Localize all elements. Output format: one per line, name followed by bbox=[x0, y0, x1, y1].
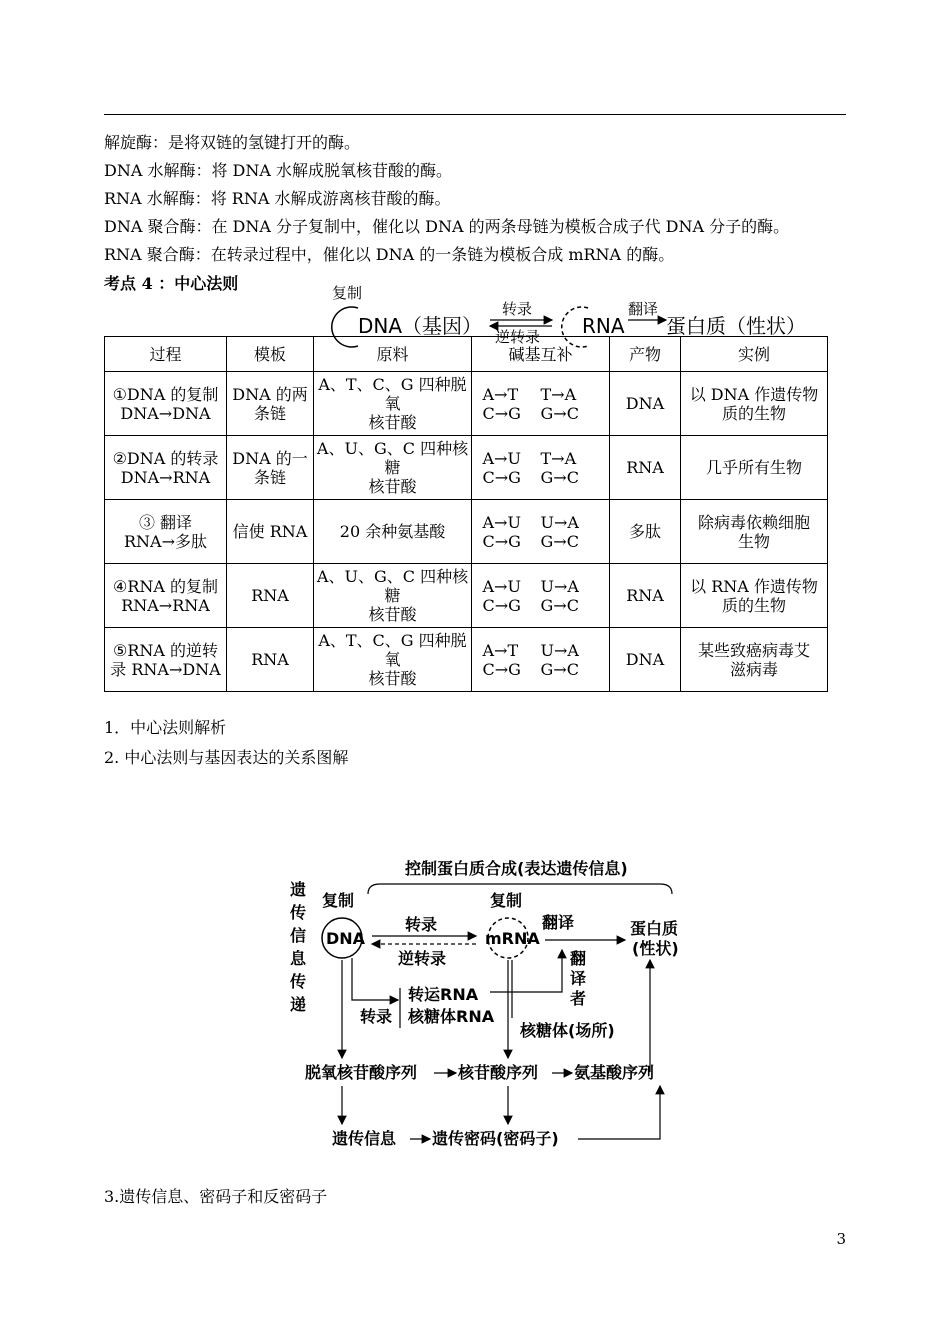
figure-transcribe-label: 转录 bbox=[405, 915, 438, 934]
figure-protein-label: 蛋白质 bbox=[630, 919, 679, 938]
base-pair: G→C bbox=[540, 659, 579, 679]
figure-side-char: 递 bbox=[290, 995, 307, 1014]
table-row bbox=[105, 372, 828, 436]
process-direction: RNA→多肽 bbox=[123, 531, 207, 551]
figure-side-char: 信 bbox=[290, 926, 307, 945]
base-pair: C→G bbox=[482, 595, 521, 615]
base-pair-cell bbox=[472, 564, 610, 628]
figure-top-label: 控制蛋白质合成(表达遗传信息) bbox=[405, 859, 628, 878]
dogma-dna-label: DNA（基因） bbox=[358, 314, 483, 338]
enzyme-dna-polymerase: DNA 聚合酶：在 DNA 分子复制中，催化以 DNA 的两条母链为模板合成子代 DNA 分子的酶。 bbox=[104, 217, 790, 236]
material-text: 核苷酸 bbox=[368, 669, 417, 688]
table-row bbox=[105, 436, 828, 500]
example-text: 几乎所有生物 bbox=[705, 458, 802, 477]
material-text: A、U、G、C 四种核糖 bbox=[316, 567, 469, 605]
figure-trait-label: (性状) bbox=[632, 939, 679, 958]
product-cell: DNA bbox=[610, 372, 681, 436]
example-text: 以 DNA 作遗传物 bbox=[689, 384, 819, 404]
figure-replicate-label-2: 复制 bbox=[490, 891, 523, 910]
template-cell bbox=[227, 628, 314, 692]
dogma-replicate-label: 复制 bbox=[332, 284, 363, 302]
material-text: 核苷酸 bbox=[368, 605, 417, 624]
template-text: RNA bbox=[251, 586, 289, 605]
process-name: ④RNA 的复制 bbox=[112, 576, 219, 596]
base-pair: G→C bbox=[540, 595, 579, 615]
figure-side-char: 传 bbox=[290, 972, 307, 991]
example-text: 滋病毒 bbox=[729, 659, 778, 679]
figure-dna-label: DNA bbox=[326, 929, 366, 948]
template-cell bbox=[227, 500, 314, 564]
material-cell bbox=[314, 436, 472, 500]
material-cell bbox=[314, 500, 472, 564]
example-text: 质的生物 bbox=[721, 595, 786, 615]
example-cell bbox=[681, 628, 828, 692]
figure-trna-label: 转运RNA bbox=[408, 985, 479, 1004]
process-name: ⑤RNA 的逆转 bbox=[112, 640, 219, 660]
header-rule bbox=[104, 114, 846, 115]
process-direction: RNA→RNA bbox=[121, 595, 210, 615]
base-pair: C→G bbox=[482, 403, 521, 423]
process-name: ①DNA 的复制 bbox=[112, 384, 219, 404]
table-header: 原料 bbox=[314, 337, 472, 372]
process-cell bbox=[105, 628, 227, 692]
base-pair: G→C bbox=[540, 467, 579, 487]
example-cell bbox=[681, 500, 828, 564]
example-cell bbox=[681, 436, 828, 500]
figure-translator-char: 者 bbox=[570, 989, 587, 1008]
base-pair: C→G bbox=[482, 531, 521, 551]
process-cell bbox=[105, 564, 227, 628]
dogma-rna-label: RNA bbox=[582, 314, 625, 338]
figure-info-label: 遗传信息 bbox=[332, 1129, 397, 1148]
process-direction: DNA→DNA bbox=[120, 403, 211, 423]
example-cell bbox=[681, 372, 828, 436]
dogma-translate-label: 翻译 bbox=[628, 300, 659, 318]
figure-side-char: 息 bbox=[290, 949, 307, 968]
figure-replicate-label: 复制 bbox=[322, 891, 355, 910]
base-pair-cell bbox=[472, 628, 610, 692]
base-pair: U→A bbox=[540, 640, 579, 660]
material-text: A、T、C、G 四种脱氧 bbox=[318, 375, 467, 413]
product-cell: RNA bbox=[610, 564, 681, 628]
product-cell: 多肽 bbox=[610, 500, 681, 564]
base-pair: T→A bbox=[540, 384, 577, 404]
example-text: 生物 bbox=[737, 531, 770, 551]
example-text: 质的生物 bbox=[721, 403, 786, 423]
base-pair-cell bbox=[472, 500, 610, 564]
figure-code-label: 遗传密码(密码子) bbox=[432, 1129, 559, 1148]
template-cell bbox=[227, 436, 314, 500]
enzyme-dnase: DNA 水解酶：将 DNA 水解成脱氧核苷酸的酶。 bbox=[104, 161, 453, 180]
base-pair: A→T bbox=[482, 384, 519, 404]
base-pair: U→A bbox=[540, 512, 579, 532]
table-header: 碱基互补 bbox=[472, 337, 610, 372]
base-pair: A→U bbox=[482, 512, 521, 532]
table-header: 实例 bbox=[681, 337, 828, 372]
base-pair: U→A bbox=[540, 576, 579, 596]
enzyme-rna-polymerase: RNA 聚合酶：在转录过程中，催化以 DNA 的一条链为模板合成 mRNA 的酶。 bbox=[104, 245, 675, 264]
material-cell bbox=[314, 564, 472, 628]
process-direction: 录 RNA→DNA bbox=[110, 659, 221, 679]
process-direction: DNA→RNA bbox=[120, 467, 211, 487]
dogma-transcribe-label: 转录 bbox=[502, 300, 533, 318]
page-number: 3 bbox=[836, 1230, 846, 1248]
base-pair-cell bbox=[472, 436, 610, 500]
template-cell bbox=[227, 372, 314, 436]
material-text: A、U、G、C 四种核糖 bbox=[316, 439, 469, 477]
template-cell bbox=[227, 564, 314, 628]
base-pair: G→C bbox=[540, 531, 579, 551]
table-header: 模板 bbox=[227, 337, 314, 372]
table-header: 产物 bbox=[610, 337, 681, 372]
figure-mrna-label: mRNA bbox=[485, 929, 540, 948]
example-text: 以 RNA 作遗传物 bbox=[690, 576, 818, 596]
figure-translator-char: 翻 bbox=[570, 949, 587, 968]
process-cell bbox=[105, 500, 227, 564]
central-dogma-table bbox=[104, 336, 828, 692]
figure-rna-branch-arrow bbox=[352, 958, 398, 1000]
base-pair: C→G bbox=[482, 659, 521, 679]
table-header: 过程 bbox=[105, 337, 227, 372]
base-pair-cell bbox=[472, 372, 610, 436]
figure-reverse-label: 逆转录 bbox=[398, 949, 447, 968]
table-row bbox=[105, 500, 828, 564]
table-row bbox=[105, 564, 828, 628]
process-name: ③ 翻译 bbox=[138, 512, 193, 532]
template-text: DNA 的两 bbox=[232, 384, 308, 404]
example-text: 某些致癌病毒艾 bbox=[697, 640, 810, 660]
process-cell bbox=[105, 372, 227, 436]
material-cell bbox=[314, 372, 472, 436]
list-item: 1．中心法则解析 bbox=[104, 718, 227, 737]
product-cell: RNA bbox=[610, 436, 681, 500]
material-text: 核苷酸 bbox=[368, 477, 417, 496]
material-cell bbox=[314, 628, 472, 692]
figure-seq3-label: 氨基酸序列 bbox=[574, 1063, 655, 1082]
figure-transcribe2-label: 转录 bbox=[360, 1007, 393, 1026]
base-pair: C→G bbox=[482, 467, 521, 487]
template-text: 条链 bbox=[253, 467, 286, 487]
figure-ribosome-label: 核糖体(场所) bbox=[520, 1021, 615, 1040]
figure-side-char: 传 bbox=[290, 903, 307, 922]
dogma-reverse-label: 逆转录 bbox=[495, 328, 541, 346]
enzyme-helicase: 解旋酶：是将双链的氢键打开的酶。 bbox=[104, 133, 361, 152]
figure-rrna-label: 核糖体RNA bbox=[408, 1007, 495, 1026]
template-text: RNA bbox=[251, 650, 289, 669]
figure-translate-label: 翻译 bbox=[542, 913, 575, 932]
base-pair: T→A bbox=[540, 448, 577, 468]
gene-expression-diagram bbox=[280, 850, 700, 1160]
material-text: 核苷酸 bbox=[368, 413, 417, 432]
dogma-protein-label: 蛋白质（性状） bbox=[666, 314, 806, 338]
figure-seq2-label: 核苷酸序列 bbox=[458, 1063, 539, 1082]
enzyme-rnase: RNA 水解酶：将 RNA 水解成游离核苷酸的酶。 bbox=[104, 189, 451, 208]
base-pair: G→C bbox=[540, 403, 579, 423]
product-cell: DNA bbox=[610, 628, 681, 692]
material-text: A、T、C、G 四种脱氧 bbox=[318, 631, 467, 669]
material-text: 20 余种氨基酸 bbox=[339, 522, 446, 541]
section-title: 考点 4 ：中心法则 bbox=[104, 274, 239, 293]
figure-seq1-label: 脱氧核苷酸序列 bbox=[305, 1063, 418, 1082]
figure-translator-char: 译 bbox=[570, 969, 587, 988]
base-pair: A→U bbox=[482, 576, 521, 596]
template-text: 信使 RNA bbox=[232, 522, 308, 541]
list-item: 2. 中心法则与基因表达的关系图解 bbox=[104, 748, 349, 767]
base-pair: A→T bbox=[482, 640, 519, 660]
example-cell bbox=[681, 564, 828, 628]
list-item-3: 3.遗传信息、密码子和反密码子 bbox=[104, 1187, 328, 1206]
figure-code-return-arrow bbox=[578, 1086, 660, 1139]
table-header-row bbox=[105, 337, 828, 372]
template-text: 条链 bbox=[253, 403, 286, 423]
figure-side-char: 遗 bbox=[290, 880, 307, 899]
process-cell bbox=[105, 436, 227, 500]
process-name: ②DNA 的转录 bbox=[112, 448, 219, 468]
table-row bbox=[105, 628, 828, 692]
base-pair: A→U bbox=[482, 448, 521, 468]
template-text: DNA 的一 bbox=[232, 448, 308, 468]
example-text: 除病毒依赖细胞 bbox=[697, 512, 810, 532]
